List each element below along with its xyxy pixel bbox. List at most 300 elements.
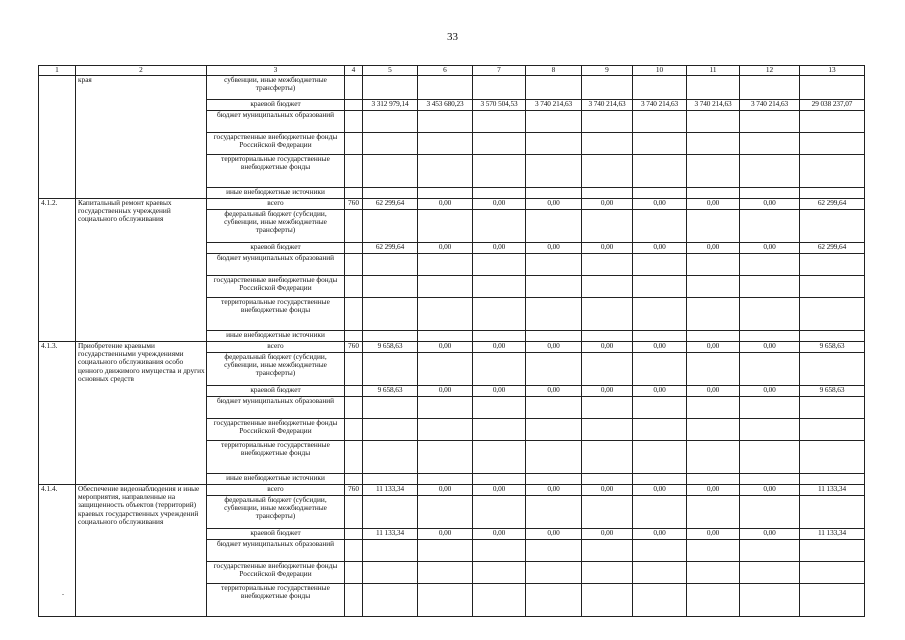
amount-cell xyxy=(418,584,473,617)
column-number: 3 xyxy=(207,66,345,76)
amount-cell xyxy=(800,562,865,584)
amount-cell: 62 299,64 xyxy=(363,243,418,254)
amount-cell xyxy=(687,353,740,386)
amount-cell: 0,00 xyxy=(418,243,473,254)
amount-cell xyxy=(687,111,740,133)
amount-cell: 9 658,63 xyxy=(363,386,418,397)
item-name: Приобретение краевыми государственными учреждениями социального обслуживания особо ценного движимого имущества и других основных средств xyxy=(76,342,207,485)
amount-cell xyxy=(473,540,526,562)
amount-cell xyxy=(800,155,865,188)
amount-cell xyxy=(633,210,687,243)
amount-cell xyxy=(363,188,418,199)
amount-cell: 0,00 xyxy=(473,529,526,540)
column-number: 7 xyxy=(473,66,526,76)
amount-cell xyxy=(633,562,687,584)
amount-cell xyxy=(582,155,633,188)
amount-cell xyxy=(687,474,740,485)
amount-cell: 0,00 xyxy=(418,342,473,353)
item-name: края xyxy=(76,76,207,199)
amount-cell: 9 658,63 xyxy=(363,342,418,353)
amount-cell xyxy=(633,474,687,485)
amount-cell xyxy=(363,210,418,243)
amount-cell xyxy=(633,419,687,441)
amount-cell xyxy=(800,76,865,100)
column-4-value xyxy=(345,397,363,419)
amount-cell xyxy=(800,331,865,342)
amount-cell xyxy=(526,562,582,584)
amount-cell xyxy=(473,133,526,155)
amount-cell xyxy=(633,584,687,617)
amount-cell: 0,00 xyxy=(418,485,473,496)
column-number: 8 xyxy=(526,66,582,76)
amount-cell xyxy=(582,188,633,199)
column-4-value xyxy=(345,243,363,254)
amount-cell xyxy=(363,133,418,155)
amount-cell xyxy=(582,111,633,133)
amount-cell xyxy=(740,331,800,342)
amount-cell xyxy=(740,254,800,276)
amount-cell xyxy=(800,111,865,133)
amount-cell xyxy=(633,540,687,562)
amount-cell xyxy=(687,298,740,331)
amount-cell xyxy=(363,111,418,133)
amount-cell: 9 658,63 xyxy=(800,386,865,397)
amount-cell: 0,00 xyxy=(687,529,740,540)
amount-cell xyxy=(582,353,633,386)
amount-cell xyxy=(633,76,687,100)
amount-cell xyxy=(582,441,633,474)
table-row xyxy=(39,199,865,210)
amount-cell xyxy=(633,441,687,474)
amount-cell: 11 133,34 xyxy=(800,485,865,496)
amount-cell: 0,00 xyxy=(740,485,800,496)
funding-source: территориальные государственные внебюджетные фонды xyxy=(207,441,345,474)
column-number-row xyxy=(39,66,865,76)
column-4-value xyxy=(345,76,363,100)
funding-source: бюджет муниципальных образований xyxy=(207,254,345,276)
amount-cell xyxy=(687,133,740,155)
amount-cell xyxy=(687,155,740,188)
funding-source: территориальные государственные внебюджетные фонды xyxy=(207,298,345,331)
amount-cell: 0,00 xyxy=(633,199,687,210)
amount-cell xyxy=(473,155,526,188)
amount-cell xyxy=(526,133,582,155)
amount-cell: 11 133,34 xyxy=(800,529,865,540)
column-4-value xyxy=(345,540,363,562)
amount-cell xyxy=(687,397,740,419)
amount-cell xyxy=(633,353,687,386)
amount-cell xyxy=(526,111,582,133)
item-name: Обеспечение видеонаблюдения и иные мероприятия, направленные на защищенность объектов (территорий) краевых государственных учреждений социального обслуживания xyxy=(76,485,207,617)
column-4-value xyxy=(345,210,363,243)
amount-cell xyxy=(418,562,473,584)
amount-cell: 0,00 xyxy=(633,243,687,254)
funding-source: территориальные государственные внебюджетные фонды xyxy=(207,155,345,188)
amount-cell xyxy=(526,188,582,199)
column-4-value xyxy=(345,386,363,397)
amount-cell: 0,00 xyxy=(633,342,687,353)
amount-cell xyxy=(633,331,687,342)
amount-cell xyxy=(633,188,687,199)
amount-cell xyxy=(363,540,418,562)
amount-cell xyxy=(687,210,740,243)
amount-cell xyxy=(418,540,473,562)
amount-cell: 0,00 xyxy=(473,386,526,397)
amount-cell: 3 312 979,14 xyxy=(363,100,418,111)
column-4-value xyxy=(345,496,363,529)
amount-cell xyxy=(473,188,526,199)
amount-cell xyxy=(363,276,418,298)
amount-cell xyxy=(418,254,473,276)
amount-cell xyxy=(473,254,526,276)
amount-cell xyxy=(363,298,418,331)
funding-source: бюджет муниципальных образований xyxy=(207,540,345,562)
amount-cell xyxy=(418,76,473,100)
amount-cell xyxy=(800,254,865,276)
amount-cell xyxy=(687,419,740,441)
column-4-value xyxy=(345,562,363,584)
amount-cell: 0,00 xyxy=(418,199,473,210)
amount-cell xyxy=(363,397,418,419)
item-code: 4.1.3. xyxy=(39,342,76,485)
table-row xyxy=(39,76,865,100)
amount-cell xyxy=(740,76,800,100)
amount-cell xyxy=(418,188,473,199)
amount-cell xyxy=(687,254,740,276)
funding-source: краевой бюджет xyxy=(207,386,345,397)
amount-cell xyxy=(418,353,473,386)
amount-cell xyxy=(473,331,526,342)
amount-cell xyxy=(418,419,473,441)
amount-cell xyxy=(473,474,526,485)
amount-cell xyxy=(418,331,473,342)
amount-cell xyxy=(418,155,473,188)
amount-cell: 9 658,63 xyxy=(800,342,865,353)
amount-cell: 0,00 xyxy=(740,386,800,397)
column-4-value xyxy=(345,353,363,386)
amount-cell xyxy=(800,496,865,529)
amount-cell xyxy=(687,562,740,584)
amount-cell xyxy=(363,496,418,529)
amount-cell xyxy=(740,210,800,243)
amount-cell xyxy=(473,210,526,243)
amount-cell xyxy=(363,331,418,342)
amount-cell xyxy=(800,540,865,562)
amount-cell: 0,00 xyxy=(526,529,582,540)
amount-cell: 0,00 xyxy=(740,199,800,210)
column-number: 12 xyxy=(740,66,800,76)
column-4-value xyxy=(345,111,363,133)
amount-cell: 0,00 xyxy=(582,243,633,254)
amount-cell: 3 740 214,63 xyxy=(687,100,740,111)
amount-cell xyxy=(633,133,687,155)
amount-cell xyxy=(582,496,633,529)
amount-cell xyxy=(740,353,800,386)
funding-source: всего xyxy=(207,342,345,353)
amount-cell xyxy=(687,76,740,100)
amount-cell xyxy=(740,441,800,474)
column-number: 11 xyxy=(687,66,740,76)
amount-cell xyxy=(363,562,418,584)
amount-cell: 3 740 214,63 xyxy=(740,100,800,111)
amount-cell: 3 570 504,53 xyxy=(473,100,526,111)
column-4-value xyxy=(345,155,363,188)
amount-cell xyxy=(418,111,473,133)
amount-cell: 11 133,34 xyxy=(363,485,418,496)
amount-cell xyxy=(740,298,800,331)
amount-cell xyxy=(633,111,687,133)
amount-cell: 62 299,64 xyxy=(363,199,418,210)
amount-cell xyxy=(800,474,865,485)
amount-cell xyxy=(740,496,800,529)
amount-cell: 29 038 237,07 xyxy=(800,100,865,111)
amount-cell xyxy=(473,298,526,331)
column-number: 1 xyxy=(39,66,76,76)
amount-cell xyxy=(363,419,418,441)
column-4-value: 760 xyxy=(345,485,363,496)
amount-cell: 0,00 xyxy=(582,386,633,397)
funding-source: иные внебюджетные источники xyxy=(207,474,345,485)
amount-cell xyxy=(687,540,740,562)
amount-cell xyxy=(526,155,582,188)
amount-cell xyxy=(740,188,800,199)
amount-cell xyxy=(582,133,633,155)
amount-cell xyxy=(800,353,865,386)
funding-source: государственные внебюджетные фонды Российской Федерации xyxy=(207,419,345,441)
amount-cell xyxy=(473,76,526,100)
funding-source: государственные внебюджетные фонды Российской Федерации xyxy=(207,133,345,155)
page-number: 33 xyxy=(447,31,458,43)
amount-cell xyxy=(473,276,526,298)
amount-cell xyxy=(526,331,582,342)
column-number: 9 xyxy=(582,66,633,76)
amount-cell xyxy=(582,76,633,100)
amount-cell xyxy=(526,276,582,298)
amount-cell xyxy=(526,419,582,441)
amount-cell xyxy=(582,210,633,243)
amount-cell: 0,00 xyxy=(687,386,740,397)
column-number: 13 xyxy=(800,66,865,76)
amount-cell xyxy=(582,584,633,617)
amount-cell: 0,00 xyxy=(633,485,687,496)
amount-cell xyxy=(418,133,473,155)
funding-source: всего xyxy=(207,485,345,496)
column-number: 6 xyxy=(418,66,473,76)
table-row xyxy=(39,342,865,353)
amount-cell xyxy=(687,441,740,474)
amount-cell xyxy=(582,562,633,584)
column-4-value xyxy=(345,419,363,441)
amount-cell: 0,00 xyxy=(633,386,687,397)
amount-cell: 3 740 214,63 xyxy=(633,100,687,111)
amount-cell: 0,00 xyxy=(582,485,633,496)
amount-cell xyxy=(582,397,633,419)
amount-cell xyxy=(740,133,800,155)
amount-cell: 0,00 xyxy=(418,529,473,540)
column-4-value xyxy=(345,441,363,474)
column-4-value xyxy=(345,276,363,298)
amount-cell: 0,00 xyxy=(473,485,526,496)
amount-cell: 0,00 xyxy=(740,529,800,540)
amount-cell xyxy=(582,331,633,342)
amount-cell xyxy=(473,496,526,529)
column-number: 4 xyxy=(345,66,363,76)
column-4-value: 760 xyxy=(345,342,363,353)
amount-cell xyxy=(582,474,633,485)
funding-source: бюджет муниципальных образований xyxy=(207,397,345,419)
amount-cell xyxy=(633,397,687,419)
amount-cell xyxy=(633,496,687,529)
amount-cell: 3 740 214,63 xyxy=(582,100,633,111)
amount-cell xyxy=(473,353,526,386)
amount-cell xyxy=(582,540,633,562)
amount-cell xyxy=(800,584,865,617)
amount-cell xyxy=(800,276,865,298)
amount-cell xyxy=(363,441,418,474)
amount-cell xyxy=(526,496,582,529)
amount-cell xyxy=(633,276,687,298)
amount-cell: 0,00 xyxy=(687,485,740,496)
amount-cell: 0,00 xyxy=(740,342,800,353)
amount-cell xyxy=(687,188,740,199)
amount-cell xyxy=(363,584,418,617)
column-4-value xyxy=(345,133,363,155)
table-row xyxy=(39,485,865,496)
amount-cell xyxy=(633,298,687,331)
amount-cell xyxy=(526,540,582,562)
amount-cell xyxy=(740,540,800,562)
amount-cell xyxy=(473,584,526,617)
amount-cell xyxy=(526,474,582,485)
amount-cell xyxy=(800,210,865,243)
amount-cell xyxy=(418,474,473,485)
amount-cell: 62 299,64 xyxy=(800,243,865,254)
amount-cell xyxy=(582,298,633,331)
amount-cell: 0,00 xyxy=(473,243,526,254)
amount-cell: 0,00 xyxy=(687,342,740,353)
amount-cell: 0,00 xyxy=(473,199,526,210)
amount-cell xyxy=(418,397,473,419)
column-number: 5 xyxy=(363,66,418,76)
amount-cell xyxy=(740,419,800,441)
amount-cell xyxy=(526,254,582,276)
amount-cell xyxy=(740,276,800,298)
funding-source: субвенции, иные межбюджетные трансферты) xyxy=(207,76,345,100)
amount-cell xyxy=(418,441,473,474)
amount-cell xyxy=(473,397,526,419)
amount-cell xyxy=(800,188,865,199)
amount-cell: 0,00 xyxy=(526,386,582,397)
amount-cell xyxy=(418,298,473,331)
amount-cell xyxy=(740,474,800,485)
funding-source: федеральный бюджет (субсидии, субвенции, иные межбюджетные трансферты) xyxy=(207,210,345,243)
amount-cell xyxy=(526,584,582,617)
column-4-value xyxy=(345,529,363,540)
amount-cell xyxy=(526,298,582,331)
funding-source: федеральный бюджет (субсидии, субвенции, иные межбюджетные трансферты) xyxy=(207,353,345,386)
amount-cell xyxy=(582,254,633,276)
amount-cell: 0,00 xyxy=(582,529,633,540)
amount-cell xyxy=(687,331,740,342)
funding-source: краевой бюджет xyxy=(207,100,345,111)
amount-cell xyxy=(740,584,800,617)
amount-cell: 11 133,34 xyxy=(363,529,418,540)
funding-source: государственные внебюджетные фонды Российской Федерации xyxy=(207,276,345,298)
amount-cell: 0,00 xyxy=(582,199,633,210)
amount-cell xyxy=(418,496,473,529)
amount-cell xyxy=(582,276,633,298)
budget-table xyxy=(38,65,865,617)
amount-cell: 0,00 xyxy=(418,386,473,397)
column-number: 10 xyxy=(633,66,687,76)
amount-cell xyxy=(633,155,687,188)
funding-source: государственные внебюджетные фонды Российской Федерации xyxy=(207,562,345,584)
funding-source: иные внебюджетные источники xyxy=(207,188,345,199)
amount-cell: 62 299,64 xyxy=(800,199,865,210)
funding-source: краевой бюджет xyxy=(207,243,345,254)
column-4-value xyxy=(345,584,363,617)
item-code: 4.1.2. xyxy=(39,199,76,342)
amount-cell xyxy=(363,155,418,188)
column-4-value xyxy=(345,100,363,111)
item-code: 4.1.4. xyxy=(39,485,76,617)
amount-cell: 0,00 xyxy=(526,243,582,254)
amount-cell: 0,00 xyxy=(526,342,582,353)
column-4-value: 760 xyxy=(345,199,363,210)
amount-cell xyxy=(363,76,418,100)
amount-cell: 0,00 xyxy=(473,342,526,353)
funding-source: федеральный бюджет (субсидии, субвенции, иные межбюджетные трансферты) xyxy=(207,496,345,529)
amount-cell xyxy=(473,441,526,474)
amount-cell xyxy=(473,419,526,441)
amount-cell xyxy=(473,111,526,133)
edge-mark: . xyxy=(62,588,64,597)
amount-cell xyxy=(740,155,800,188)
column-4-value xyxy=(345,331,363,342)
amount-cell xyxy=(800,298,865,331)
column-4-value xyxy=(345,298,363,331)
amount-cell xyxy=(363,353,418,386)
amount-cell xyxy=(800,133,865,155)
amount-cell xyxy=(526,76,582,100)
column-number: 2 xyxy=(76,66,207,76)
amount-cell xyxy=(800,419,865,441)
amount-cell: 3 453 680,23 xyxy=(418,100,473,111)
amount-cell xyxy=(687,496,740,529)
column-4-value xyxy=(345,474,363,485)
amount-cell: 0,00 xyxy=(526,485,582,496)
amount-cell xyxy=(687,584,740,617)
amount-cell: 0,00 xyxy=(582,342,633,353)
amount-cell xyxy=(526,210,582,243)
amount-cell xyxy=(633,254,687,276)
column-4-value xyxy=(345,254,363,276)
funding-source: иные внебюджетные источники xyxy=(207,331,345,342)
item-code xyxy=(39,76,76,199)
funding-source: всего xyxy=(207,199,345,210)
amount-cell xyxy=(418,210,473,243)
amount-cell: 0,00 xyxy=(633,529,687,540)
amount-cell: 0,00 xyxy=(687,243,740,254)
column-4-value xyxy=(345,188,363,199)
amount-cell xyxy=(363,474,418,485)
amount-cell xyxy=(363,254,418,276)
amount-cell xyxy=(740,111,800,133)
amount-cell xyxy=(526,397,582,419)
amount-cell xyxy=(800,441,865,474)
amount-cell xyxy=(526,441,582,474)
amount-cell xyxy=(687,276,740,298)
